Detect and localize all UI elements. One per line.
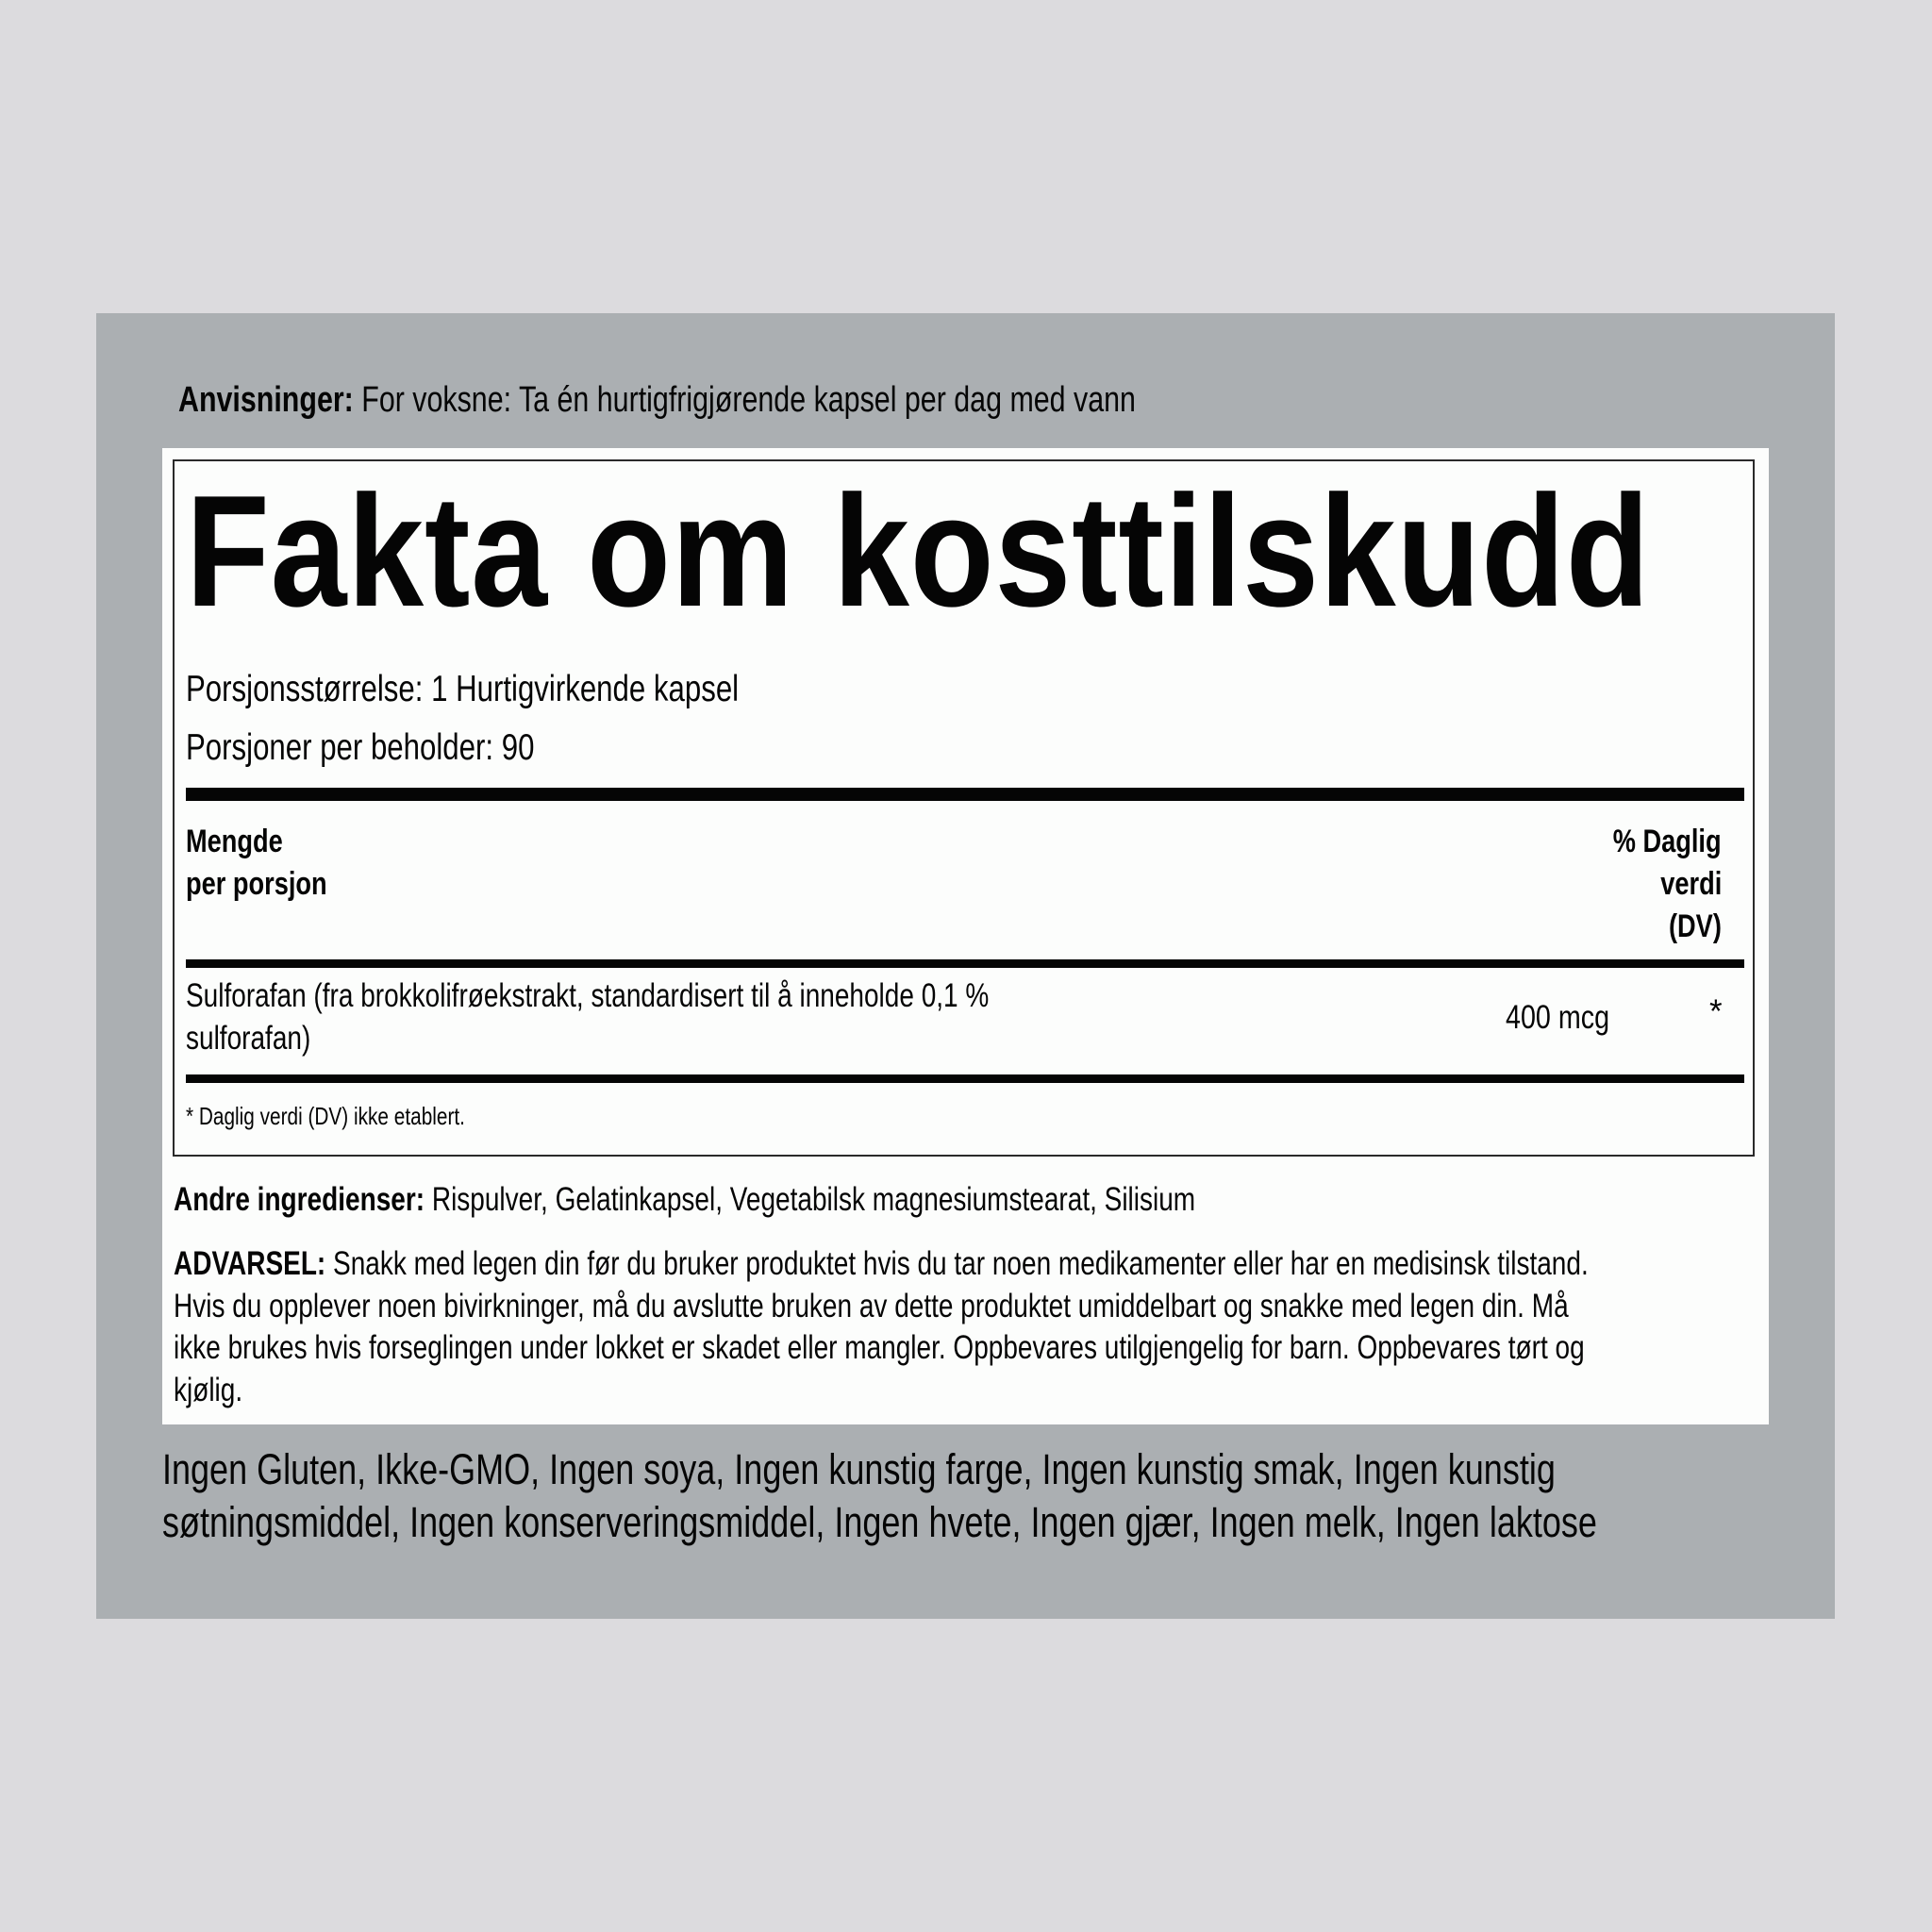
page-title: Fakta om kosttilskudd	[186, 462, 1651, 640]
servings-per-container: Porsjoner per beholder: 90	[186, 727, 535, 768]
amount-per-serving-header: Mengde per porsjon	[186, 824, 327, 902]
divider-bottom	[186, 1074, 1744, 1083]
nutrient-dv: *	[1709, 993, 1723, 1030]
thick-divider	[186, 788, 1744, 801]
directions-label: Anvisninger:	[178, 380, 354, 420]
daily-value-header: % Daglig verdi (DV)	[1613, 824, 1722, 944]
nutrient-name: Sulforafan (fra brokkolifrøekstrakt, standardisert til å inneholde 0,1 %	[186, 977, 990, 1014]
warning: ADVARSEL: Snakk med legen din før du bruker produktet hvis du tar noen medikamenter eller har en medisinsk tilstand. Hvis du opplever noen bivirkninger, må du avslutte bruken av dette produktet umiddelbart og snakke med legen din. Må ikke brukes hvis forseglingen under lokket er skadet eller mangler. Oppbevares utilgjengelig for barn. Oppbevares tørt og kjølig.	[174, 1245, 1589, 1408]
directions	[178, 381, 1375, 419]
other-ingredients	[174, 1181, 1451, 1219]
nutrient-row: Sulforafan (fra brokkolifrøekstrakt, standardisert til å inneholde 0,1 % sulforafan)	[186, 974, 1190, 1059]
nutrient-amount: 400 mcg	[1506, 999, 1610, 1036]
other-ingredients-label: Andre ingredienser:	[174, 1181, 425, 1218]
divider	[186, 959, 1744, 968]
directions-text: For voksne: Ta én hurtigfrigjørende kapsel per dag med vann	[361, 380, 1136, 420]
footnote: * Daglig verdi (DV) ikke etablert.	[186, 1102, 465, 1130]
serving-size: Porsjonsstørrelse: 1 Hurtigvirkende kapsel	[186, 669, 740, 709]
warning-label: ADVARSEL:	[174, 1245, 326, 1282]
other-ingredients-text: Rispulver, Gelatinkapsel, Vegetabilsk magnesiumstearat, Silisium	[431, 1181, 1196, 1218]
free-from-claims: Ingen Gluten, Ikke-GMO, Ingen soya, Ingen kunstig farge, Ingen kunstig smak, Ingen kunstig søtningsmiddel, Ingen konserveringsmiddel, Ingen hvete, Ingen gjær, Ingen melk, Ingen laktose	[162, 1445, 1597, 1546]
